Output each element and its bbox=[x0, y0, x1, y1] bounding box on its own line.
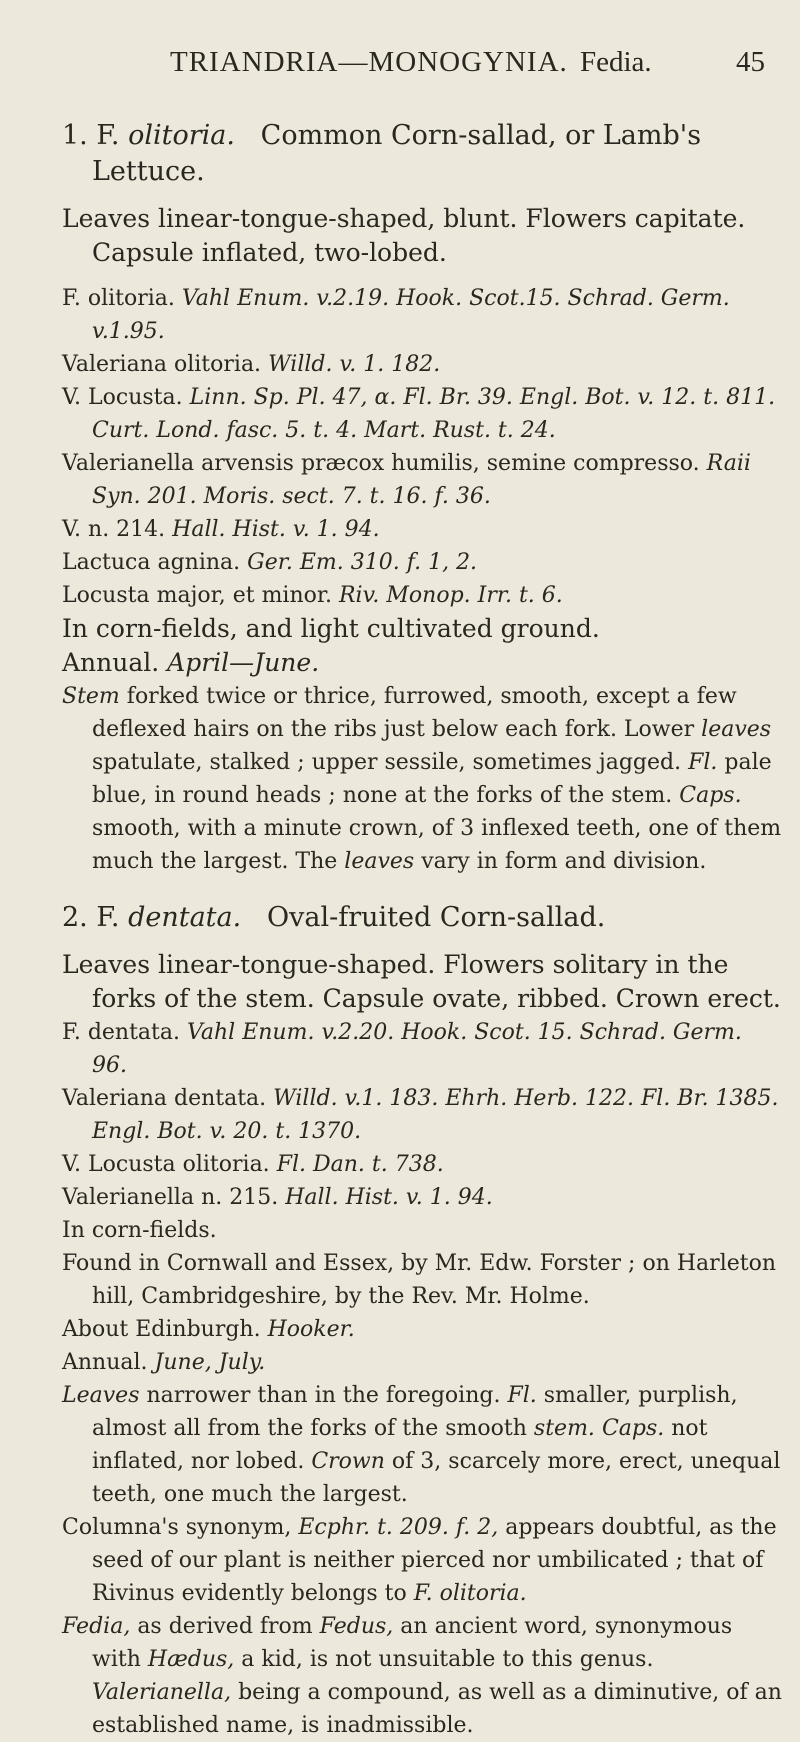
species-1-detail bbox=[62, 680, 782, 878]
species-epithet: olitoria. bbox=[128, 120, 235, 151]
synonym-reference: Fl. Dan. t. 738. bbox=[276, 1152, 444, 1177]
detail-text: not inflated, nor lobed. bbox=[92, 1416, 708, 1474]
note-genus-name: Fedia, bbox=[62, 1614, 131, 1639]
note-text: as derived from bbox=[137, 1614, 313, 1639]
habitat: In corn-fields. bbox=[62, 1218, 217, 1243]
synonym-reference: Riv. Monop. Irr. t. 6. bbox=[338, 583, 563, 608]
note-word: Valerianella, bbox=[92, 1680, 232, 1705]
species-number: 2. F. bbox=[62, 902, 120, 933]
duration-flowering bbox=[62, 646, 782, 680]
running-head-genus: Fedia. bbox=[580, 46, 652, 78]
detail-text: vary in form and division. bbox=[421, 849, 707, 874]
note-word: Fedus, bbox=[319, 1614, 394, 1639]
detail-text: of 3, scarcely more, erect, unequal teeth, one much the largest. bbox=[92, 1449, 781, 1507]
synonym-line bbox=[62, 1181, 782, 1214]
note-text: appears doubtful, as the seed of our plant is neither pierced nor umbilicated ; that of Rivinus evidently belongs to bbox=[92, 1515, 777, 1606]
duration: Annual. bbox=[62, 648, 160, 677]
synonym-line bbox=[62, 348, 782, 381]
synonym-line bbox=[62, 282, 782, 348]
duration-flowering bbox=[62, 1346, 782, 1379]
species-2-detail bbox=[62, 1379, 782, 1511]
term-leaves: leaves bbox=[701, 717, 772, 742]
note-text: a kid, is not unsuitable to this genus. bbox=[241, 1647, 654, 1672]
synonym-name: Lactuca agnina. bbox=[62, 550, 241, 575]
synonym-line bbox=[62, 381, 782, 447]
running-head-title: TRIANDRIA—MONOGYNIA. bbox=[170, 46, 568, 78]
synonym-name: V. Locusta. bbox=[62, 385, 183, 410]
synonym-name: Locusta major, et minor. bbox=[62, 583, 332, 608]
term-capsule: Caps. bbox=[601, 1416, 665, 1441]
synonym-reference: Ger. Em. 310. f. 1, 2. bbox=[247, 550, 478, 575]
page-number: 45 bbox=[736, 46, 765, 78]
detail-text: smaller, purplish, almost all from the forks of the smooth bbox=[92, 1383, 738, 1441]
synonym-reference: Willd. v.1. 183. Ehrh. Herb. 122. Fl. Br. 1385. Engl. Bot. v. 20. t. 1370. bbox=[92, 1086, 779, 1144]
term-flowers: Fl. bbox=[688, 750, 718, 775]
detail-text: forked twice or thrice, furrowed, smooth, except a few deflexed hairs on the ribs just below each fork. Lower bbox=[92, 684, 737, 742]
locality: Found in Cornwall and Essex, by Mr. Edw. Forster ; on Harleton hill, Cambridgeshire, by the Rev. Mr. Holme. bbox=[62, 1251, 777, 1309]
synonym-name: Valeriana olitoria. bbox=[62, 352, 262, 377]
note-etymology bbox=[62, 1610, 782, 1742]
synonym-line bbox=[62, 579, 782, 612]
page-body bbox=[62, 118, 782, 1742]
species-number: 1. F. bbox=[62, 120, 120, 151]
running-head bbox=[0, 46, 800, 86]
synonym-reference: Vahl Enum. v.2.19. Hook. Scot.15. Schrad. Germ. v.1.95. bbox=[92, 286, 730, 344]
term-leaves: leaves bbox=[344, 849, 415, 874]
synonym-name: V. n. 214. bbox=[62, 517, 166, 542]
detail-text: pale blue, in round heads ; none at the forks of the stem. bbox=[92, 750, 772, 808]
habitat: In corn-fields, and light cultivated ground. bbox=[62, 614, 600, 643]
flowering-time: April—June. bbox=[167, 648, 320, 677]
synonym-reference: Hall. Hist. v. 1. 94. bbox=[285, 1185, 493, 1210]
synonym-reference: Hall. Hist. v. 1. 94. bbox=[172, 517, 380, 542]
common-name: Common Corn-sallad, or Lamb's Lettuce. bbox=[92, 120, 702, 187]
synonym-line bbox=[62, 546, 782, 579]
synonym-name: V. Locusta olitoria. bbox=[62, 1152, 270, 1177]
term-stem: Stem bbox=[62, 684, 120, 709]
species-2-heading bbox=[62, 900, 782, 936]
term-stem: stem. bbox=[533, 1416, 595, 1441]
locality-authority: Hooker. bbox=[267, 1317, 355, 1342]
locality bbox=[62, 1313, 782, 1346]
detail-text: spatulate, stalked ; upper sessile, sometimes jagged. bbox=[92, 750, 682, 775]
note-species-name: F. olitoria. bbox=[413, 1581, 527, 1606]
synonym-name: Valerianella n. 215. bbox=[62, 1185, 279, 1210]
synonym-line bbox=[62, 513, 782, 546]
synonym-reference: Vahl Enum. v.2.20. Hook. Scot. 15. Schrad. Germ. 96. bbox=[92, 1020, 742, 1078]
note-reference: Ecphr. t. 209. f. 2, bbox=[298, 1515, 499, 1540]
term-flowers: Fl. bbox=[507, 1383, 537, 1408]
synonym-name: F. olitoria. bbox=[62, 286, 175, 311]
species-1-heading bbox=[62, 118, 782, 190]
term-leaves: Leaves bbox=[62, 1383, 140, 1408]
note-word: Hædus, bbox=[147, 1647, 235, 1672]
duration: Annual. bbox=[62, 1350, 148, 1375]
term-capsule: Caps. bbox=[679, 783, 742, 808]
note-text: an ancient word, synonymous with bbox=[92, 1614, 733, 1672]
synonym-reference: Willd. v. 1. 182. bbox=[268, 352, 441, 377]
synonym-line bbox=[62, 447, 782, 513]
species-1-description: Leaves linear-tongue-shaped, blunt. Flowers capitate. Capsule inflated, two-lobed. bbox=[62, 204, 746, 267]
note-text: being a compound, as well as a diminutive, of an established name, is inadmissible. bbox=[92, 1680, 782, 1738]
synonym-line bbox=[62, 1082, 782, 1148]
common-name: Oval-fruited Corn-sallad. bbox=[266, 902, 606, 933]
synonym-reference: Raii Syn. 201. Moris. sect. 7. t. 16. f. 36. bbox=[92, 451, 751, 509]
flowering-time: June, July. bbox=[154, 1350, 266, 1375]
locality-text: About Edinburgh. bbox=[62, 1317, 261, 1342]
note-columna bbox=[62, 1511, 782, 1610]
detail-text: narrower than in the foregoing. bbox=[146, 1383, 501, 1408]
synonym-name: F. dentata. bbox=[62, 1020, 181, 1045]
detail-text: smooth, with a minute crown, of 3 inflexed teeth, one of them much the largest. The bbox=[92, 816, 782, 874]
synonym-name: Valerianella arvensis præcox humilis, semine compresso. bbox=[62, 451, 700, 476]
synonym-line bbox=[62, 1016, 782, 1082]
species-2-description: Leaves linear-tongue-shaped. Flowers solitary in the forks of the stem. Capsule ovate, ribbed. Crown erect. bbox=[62, 950, 781, 1013]
species-epithet: dentata. bbox=[128, 902, 242, 933]
note-text: Columna's synonym, bbox=[62, 1515, 292, 1540]
synonym-line bbox=[62, 1148, 782, 1181]
synonym-name: Valeriana dentata. bbox=[62, 1086, 267, 1111]
term-crown: Crown bbox=[311, 1449, 385, 1474]
synonym-reference: Linn. Sp. Pl. 47, α. Fl. Br. 39. Engl. Bot. v. 12. t. 811. Curt. Lond. fasc. 5. t. 4. Mart. Rust. t. 24. bbox=[92, 385, 776, 443]
